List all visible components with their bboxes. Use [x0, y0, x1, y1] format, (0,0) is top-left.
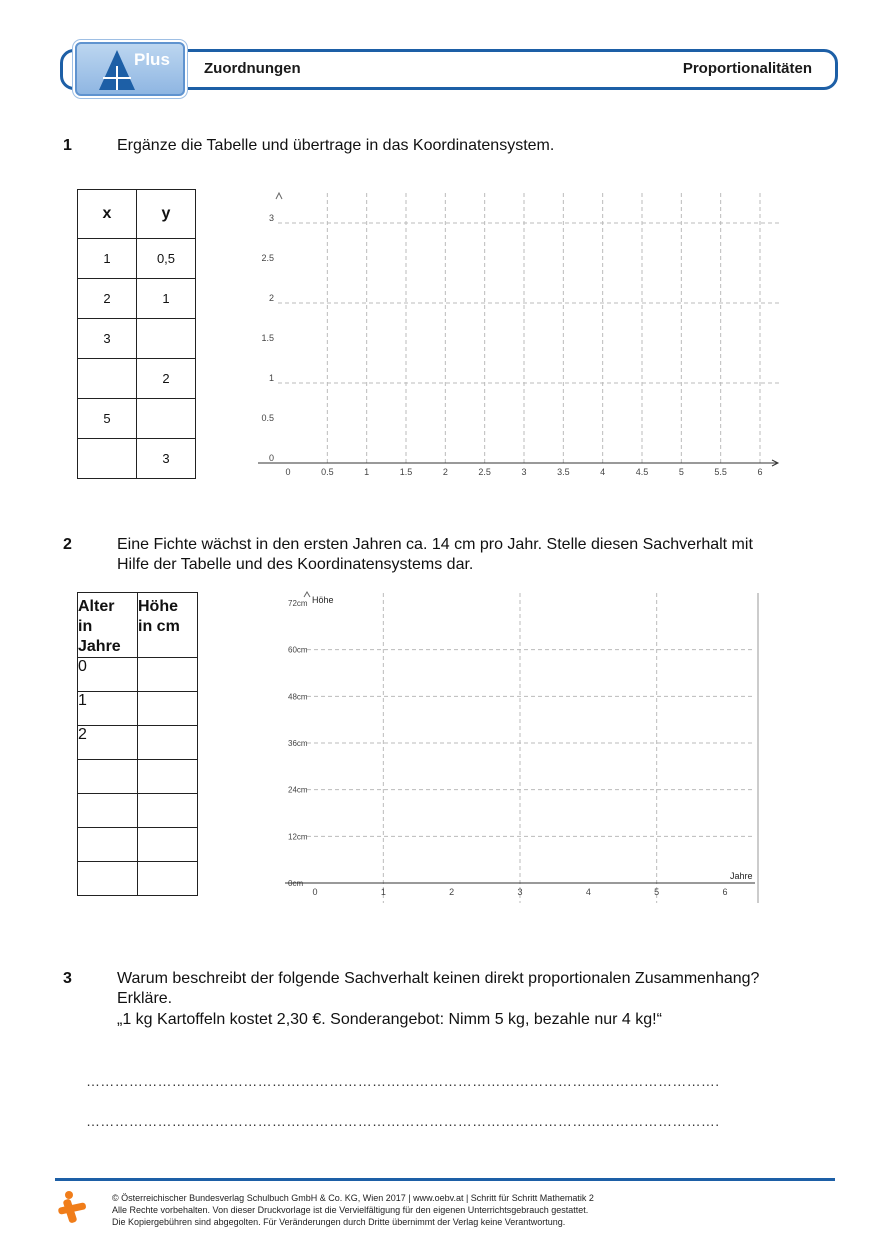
- header-word: in cm: [138, 618, 180, 635]
- y-tick-label: 3: [268, 213, 274, 223]
- task2-header-age: [78, 593, 138, 658]
- x-tick-label: 5: [654, 887, 660, 897]
- task2-cell[interactable]: 1: [78, 692, 138, 726]
- y-axis-label: Höhe: [312, 595, 334, 605]
- x-tick-label: 4.5: [635, 467, 649, 477]
- x-tick-label: 5.5: [714, 467, 727, 477]
- y-tick-label: 48cm: [288, 692, 308, 702]
- y-tick-label: 1: [268, 373, 274, 383]
- x-tick-label: 2: [442, 467, 448, 477]
- x-tick-label: 4: [600, 467, 606, 477]
- task2-cell[interactable]: [138, 794, 198, 828]
- y-tick-label: 2: [268, 293, 274, 303]
- x-tick-label: 0: [312, 887, 318, 897]
- task2-cell[interactable]: [138, 692, 198, 726]
- task2-text-line1: Eine Fichte wächst in den ersten Jahren ca. 14 cm pro Jahr. Stelle diesen Sachverhalt mit: [117, 536, 753, 553]
- footer-copyright: [112, 1192, 594, 1228]
- x-tick-label: 1: [380, 887, 386, 897]
- footer-divider: [55, 1178, 835, 1181]
- y-tick-label: 0.5: [261, 413, 274, 423]
- logo-badge-text: Plus: [134, 50, 170, 69]
- task2-coordinate-system[interactable]: [275, 588, 775, 908]
- task2-cell[interactable]: [138, 726, 198, 760]
- task3-text-line1: Warum beschreibt der folgende Sachverhalt keinen direkt proportionalen Zusammenhang?: [117, 970, 760, 987]
- footer-line: Die Kopiergebühren sind abgegolten. Für Veränderungen durch Dritte übernimmt der Verlag keine Verantwortung.: [112, 1217, 566, 1227]
- task2-cell[interactable]: [78, 794, 138, 828]
- x-tick-label: 3: [521, 467, 527, 477]
- footer-line: Alle Rechte vorbehalten. Von dieser Druckvorlage ist die Vervielfältigung für den eigenen Unterrichtsgebrauch gestattet.: [112, 1205, 589, 1215]
- task3-number: 3: [63, 970, 72, 987]
- publisher-logo-icon: [55, 1190, 91, 1226]
- x-axis-label: Jahre: [730, 871, 753, 881]
- task1-header-x: x: [78, 190, 137, 239]
- task1-cell[interactable]: [137, 319, 196, 359]
- task1-header-y: y: [137, 190, 196, 239]
- task1-table: [77, 189, 196, 479]
- x-tick-label: 4: [585, 887, 591, 897]
- x-tick-label: 2: [449, 887, 455, 897]
- task3-text-line2: Erkläre.: [117, 990, 173, 1007]
- task2-header-height: [138, 593, 198, 658]
- task1-text: Ergänze die Tabelle und übertrage in das Koordinatensystem.: [117, 137, 555, 154]
- x-tick-label: 5: [678, 467, 684, 477]
- y-axis-arrow: [304, 592, 310, 597]
- task2-cell[interactable]: [138, 862, 198, 896]
- y-tick-label: 0cm: [288, 879, 304, 888]
- footer-line: © Österreichischer Bundesverlag Schulbuch GmbH & Co. KG, Wien 2017 | www.oebv.at | Schritt für Schritt Mathematik 2: [112, 1193, 594, 1203]
- x-tick-label: 3.5: [557, 467, 570, 477]
- y-tick-label: 12cm: [288, 832, 308, 842]
- header-word: Alter: [78, 598, 115, 615]
- x-tick-label: 1: [364, 467, 370, 477]
- task1-cell[interactable]: 0,5: [137, 239, 196, 279]
- task2-cell[interactable]: [138, 658, 198, 692]
- task1-number: 1: [63, 137, 72, 154]
- task2-number: 2: [63, 536, 72, 553]
- task2-cell[interactable]: [138, 828, 198, 862]
- task2-table: [77, 592, 198, 896]
- task2-cell[interactable]: 0: [78, 658, 138, 692]
- header-word: Höhe: [138, 598, 178, 615]
- y-tick-label: 36cm: [288, 739, 308, 748]
- task2-cell[interactable]: [78, 828, 138, 862]
- task1-coordinate-system[interactable]: [250, 185, 790, 485]
- task1-cell[interactable]: 1: [78, 239, 137, 279]
- task2-text-line2: Hilfe der Tabelle und des Koordinatensystems dar.: [117, 556, 474, 573]
- answer-line[interactable]: …………………………………………………………………………………………………………………….: [86, 1113, 720, 1129]
- y-tick-label: 72cm: [288, 599, 308, 608]
- x-tick-label: 6: [722, 887, 728, 897]
- x-tick-label: 3: [517, 887, 523, 897]
- task1-cell[interactable]: [137, 399, 196, 439]
- y-tick-label: 24cm: [288, 785, 308, 795]
- x-tick-label: 6: [757, 467, 763, 477]
- x-tick-label: 2.5: [478, 467, 491, 477]
- task1-cell[interactable]: [78, 359, 137, 399]
- y-tick-label: 1.5: [261, 333, 274, 343]
- y-tick-label: 0: [268, 453, 274, 463]
- header-topic: Zuordnungen: [204, 60, 301, 77]
- header-word: in: [78, 618, 93, 635]
- y-tick-label: 60cm: [288, 645, 308, 655]
- x-tick-label: 1.5: [399, 467, 413, 477]
- task1-cell[interactable]: [78, 439, 137, 479]
- task1-cell[interactable]: 2: [78, 279, 137, 319]
- y-axis-arrow: [276, 193, 282, 199]
- header-chapter: Proportionalitäten: [682, 60, 812, 77]
- task1-cell[interactable]: 3: [78, 319, 137, 359]
- y-tick-label: 2.5: [261, 253, 274, 263]
- answer-line[interactable]: …………………………………………………………………………………………………………………….: [86, 1073, 720, 1089]
- task2-cell[interactable]: [78, 862, 138, 896]
- task1-cell[interactable]: 2: [137, 359, 196, 399]
- task2-cell[interactable]: [78, 760, 138, 794]
- task1-cell[interactable]: 5: [78, 399, 137, 439]
- task2-cell[interactable]: [138, 760, 198, 794]
- task3-quote: „1 kg Kartoffeln kostet 2,30 €. Sonderangebot: Nimm 5 kg, bezahle nur 4 kg!“: [117, 1011, 662, 1028]
- task1-cell[interactable]: 3: [137, 439, 196, 479]
- x-tick-label: 0.5: [321, 467, 334, 477]
- task1-cell[interactable]: 1: [137, 279, 196, 319]
- header-word: Jahre: [78, 638, 121, 655]
- x-tick-label: 0: [285, 467, 291, 477]
- task2-cell[interactable]: 2: [78, 726, 138, 760]
